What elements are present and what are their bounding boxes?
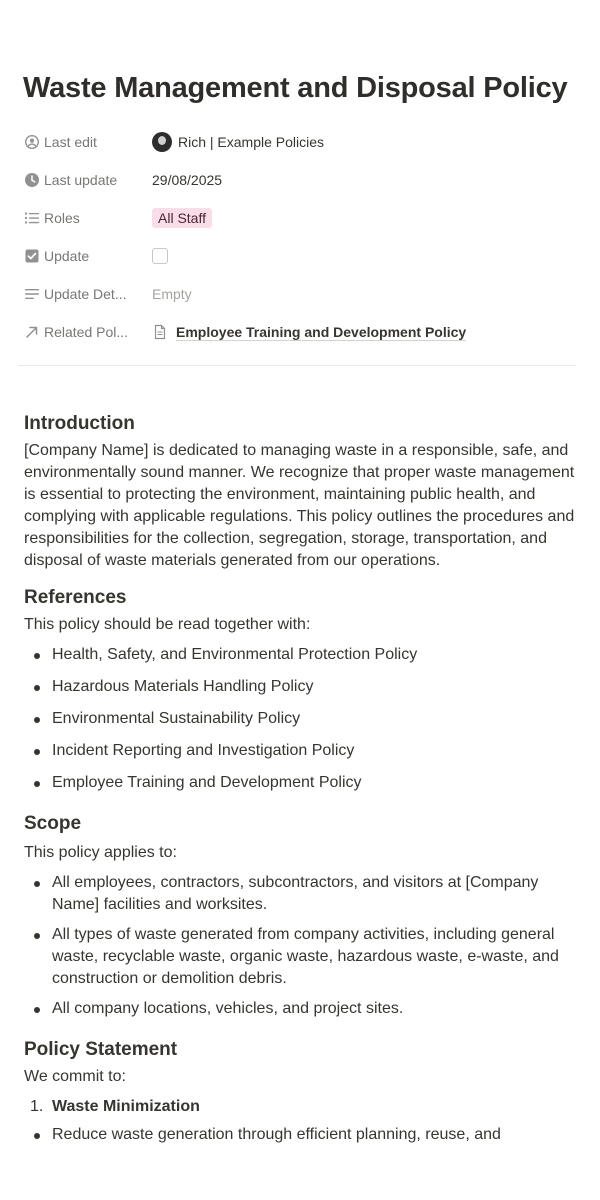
user-circle-icon xyxy=(24,134,40,150)
list-icon xyxy=(24,210,40,226)
property-key[interactable] xyxy=(24,237,149,275)
page-title: Waste Management and Disposal Policy xyxy=(23,72,568,104)
policy-statement-section xyxy=(24,1034,576,1146)
last-update-date: 29/08/2025 xyxy=(152,172,223,188)
empty-placeholder: Empty xyxy=(152,286,192,302)
policy-statement-list xyxy=(24,1096,576,1118)
references-list xyxy=(24,644,576,794)
property-label: Related Pol... xyxy=(44,324,129,340)
related-policy-link[interactable] xyxy=(152,324,466,341)
text-lines-icon xyxy=(24,286,40,302)
property-update-details xyxy=(18,275,576,313)
property-related-policy xyxy=(18,313,576,351)
property-last-edit xyxy=(18,123,576,161)
policy-sublist xyxy=(24,1124,576,1146)
scope-heading: Scope xyxy=(24,813,82,834)
property-value[interactable] xyxy=(152,123,576,161)
property-label: Update Det... xyxy=(44,286,127,302)
list-item: Environmental Sustainability Policy xyxy=(24,708,576,730)
property-roles xyxy=(18,199,576,237)
scope-list xyxy=(24,872,576,1020)
list-item: All employees, contractors, subcontractors, and visitors at [Company Name] facilities and worksites. xyxy=(24,872,576,916)
property-key[interactable] xyxy=(24,275,149,313)
property-key[interactable] xyxy=(24,199,149,237)
update-checkbox[interactable] xyxy=(152,248,168,264)
list-item: 1. Waste Minimization xyxy=(30,1098,200,1115)
avatar xyxy=(152,132,172,152)
policy-statement-heading: Policy Statement xyxy=(24,1039,178,1060)
property-last-update xyxy=(18,161,576,199)
property-label: Update xyxy=(44,248,90,264)
checkbox-icon xyxy=(24,248,40,264)
list-item: Employee Training and Development Policy xyxy=(24,772,576,794)
policy-statement-intro: We commit to: xyxy=(24,1068,126,1085)
clock-icon xyxy=(24,172,40,188)
list-item: Reduce waste generation through efficient planning, reuse, and xyxy=(24,1124,576,1146)
references-section xyxy=(24,582,576,794)
property-label: Last edit xyxy=(44,134,97,150)
introduction-heading: Introduction xyxy=(24,413,135,434)
document-body xyxy=(24,408,576,1150)
property-key[interactable] xyxy=(24,313,149,351)
list-item: Incident Reporting and Investigation Policy xyxy=(24,740,576,762)
references-intro: This policy should be read together with: xyxy=(24,616,311,633)
property-label: Roles xyxy=(44,210,80,226)
property-value xyxy=(152,313,576,351)
editor-name: Rich | Example Policies xyxy=(178,134,325,150)
list-item: All types of waste generated from company activities, including general waste, recyclable waste, organic waste, hazardous waste, e-waste, and construction or demolition debris. xyxy=(24,924,576,990)
arrow-up-right-icon xyxy=(24,324,40,340)
property-update xyxy=(18,237,576,275)
list-item: Hazardous Materials Handling Policy xyxy=(24,676,576,698)
list-item: Health, Safety, and Environmental Protection Policy xyxy=(24,644,576,666)
list-item: All company locations, vehicles, and project sites. xyxy=(24,998,576,1020)
divider xyxy=(18,365,576,366)
introduction-text: [Company Name] is dedicated to managing waste in a responsible, safe, and environmentally sound manner. We recognize that proper waste management is essential to protecting the environment, maintaining public health, and complying with applicable regulations. This policy outlines the procedures and responsibilities for the collection, segregation, storage, transportation, and disposal of waste materials generated from our operations. xyxy=(24,442,575,569)
property-value[interactable] xyxy=(152,199,576,237)
role-tag[interactable]: All Staff xyxy=(152,208,212,228)
property-label: Last update xyxy=(44,172,118,188)
property-value[interactable] xyxy=(152,275,576,313)
property-value xyxy=(152,237,576,275)
property-key[interactable] xyxy=(24,123,149,161)
property-value[interactable] xyxy=(152,161,576,199)
page-icon xyxy=(152,324,168,340)
references-heading: References xyxy=(24,587,127,608)
scope-section xyxy=(24,808,576,1020)
related-policy-title: Employee Training and Development Policy xyxy=(176,323,467,340)
properties-panel xyxy=(18,123,576,351)
property-key[interactable] xyxy=(24,161,149,199)
scope-intro: This policy applies to: xyxy=(24,844,177,861)
